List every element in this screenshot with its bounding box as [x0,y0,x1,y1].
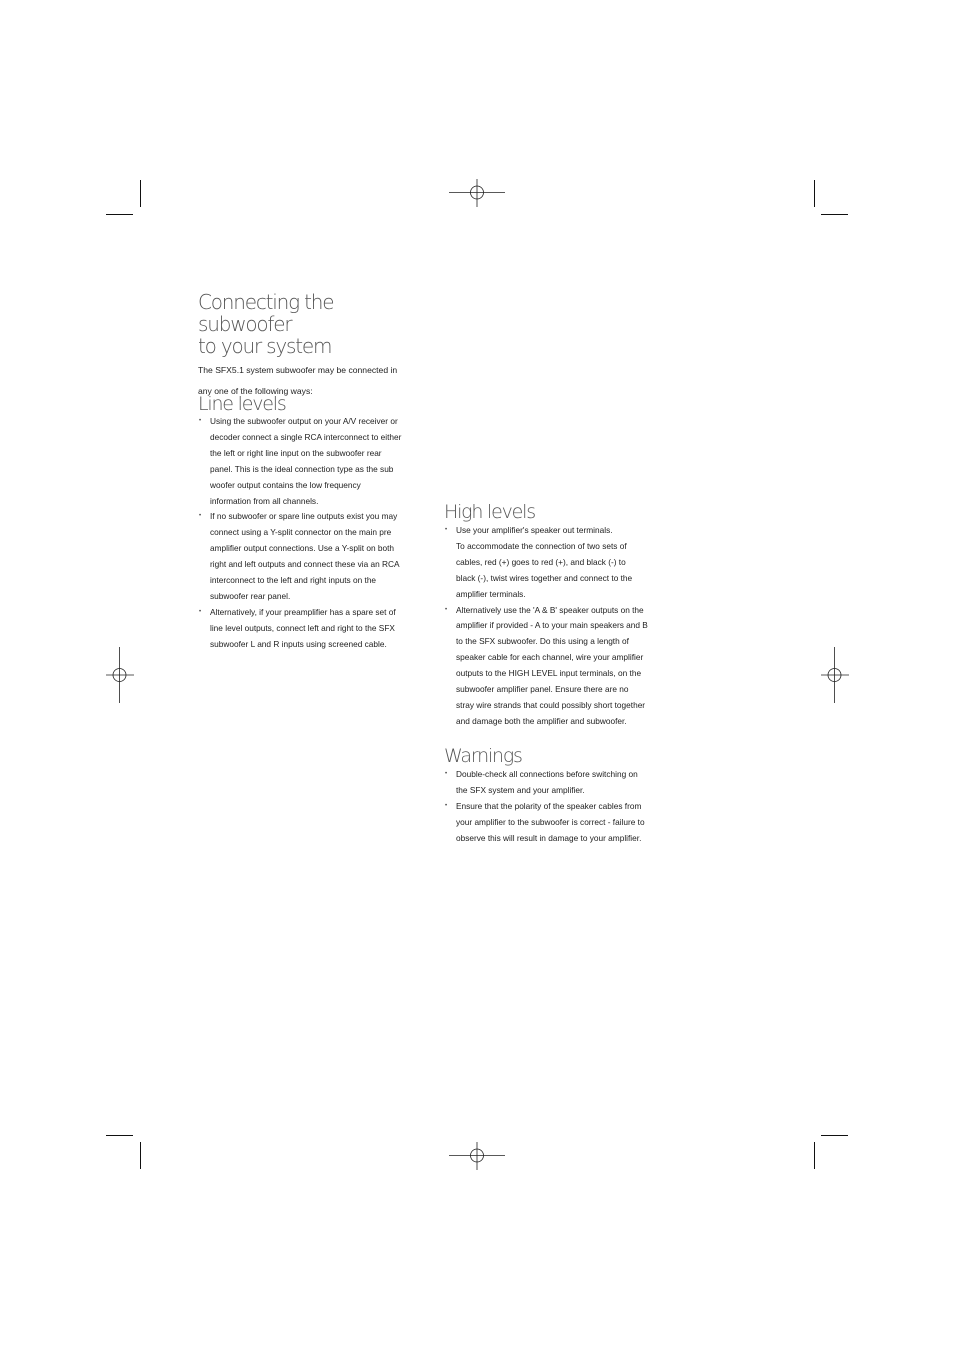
high-levels-section [444,502,684,730]
list-item-line: interconnect to the left and right inputs on the [210,575,377,586]
high-levels-heading: High levels [444,501,535,523]
list-item-line: panel. This is the ideal connection type as the sub [210,463,394,474]
registration-mark-top-icon [449,179,505,207]
registration-mark-bottom-icon [449,1142,505,1170]
list-item [198,509,430,604]
list-item-line: • If no subwoofer or spare line outputs exist you may [210,511,398,522]
list-item-line: • Alternatively use the 'A & B' speaker outputs on the [456,604,644,615]
crop-mark-bottom-left-vertical [140,1142,141,1169]
list-item-line: to the SFX subwoofer. Do this using a length of [456,636,629,647]
list-item-line: cables, red (+) goes to red (+), and black (-) to [456,556,626,567]
warnings-section [444,746,684,847]
page-title-line: Connecting the subwoofer [198,290,334,336]
list-item-line: subwoofer rear panel. [210,590,291,601]
left-column [198,291,430,402]
list-item-line: speaker cable for each channel, wire your amplifier [456,652,644,663]
list-item-line: outputs to the HIGH LEVEL input terminals, on the [456,668,642,679]
list-item-line: your amplifier to the subwoofer is correct - failure to [456,816,645,827]
list-item-line: and damage both the amplifier and subwoofer. [456,715,627,726]
page-title [198,291,430,357]
list-item-line: amplifier if provided - A to your main speakers and B [456,620,648,631]
list-item-line: amplifier output connections. Use a Y-split on both [210,543,395,554]
list-item-line: amplifier terminals. [456,588,526,599]
line-levels-list [198,414,430,653]
list-item-line: decoder connect a single RCA interconnect to either [210,431,402,442]
crop-mark-bottom-right-horizontal [821,1135,848,1136]
list-item-line: • Alternatively, if your preamplifier has a spare set of [210,606,396,617]
high-levels-list [444,523,684,730]
list-item-line: woofer output contains the low frequency [210,479,361,490]
list-item-line: right and left outputs and connect these via an RCA [210,559,400,570]
crop-mark-bottom-left-horizontal [106,1135,133,1136]
list-item-line: the left or right line input on the subwoofer rear [210,447,382,458]
list-item [198,605,430,653]
list-item [198,414,430,509]
list-item-line: line level outputs, connect left and right to the SFX [210,622,395,633]
list-item [444,523,684,603]
crop-mark-top-left-vertical [140,180,141,207]
list-item-line: connect using a Y-split connector on the main pre [210,527,392,538]
intro-line: The SFX5.1 system subwoofer may be connected in [198,365,398,375]
registration-mark-left-icon [106,647,134,703]
list-item-line: To accommodate the connection of two sets of [456,540,627,551]
list-item-line: stray wire strands that could possibly short together [456,699,646,710]
warnings-heading: Warnings [444,745,522,767]
list-item-line: subwoofer amplifier panel. Ensure there are no [456,684,629,695]
line-levels-section [198,394,430,653]
crop-mark-top-right-horizontal [821,214,848,215]
list-item-line: observe this will result in damage to your amplifier. [456,832,642,843]
list-item-line: • Double-check all connections before switching on [456,769,638,779]
crop-mark-top-right-vertical [814,180,815,207]
registration-mark-right-icon [821,647,849,703]
crop-mark-bottom-right-vertical [814,1142,815,1169]
list-item-line: • Ensure that the polarity of the speaker cables from [456,800,642,811]
list-item-line: • Using the subwoofer output on your A/V receiver or [210,416,398,426]
list-item-line: black (-), twist wires together and connect to the [456,572,633,583]
list-item-line: the SFX system and your amplifier. [456,784,585,795]
page-title-line: to your system [198,334,332,358]
list-item [444,799,684,847]
list-item-line: information from all channels. [210,495,319,506]
line-levels-heading: Line levels [198,393,286,415]
warnings-list [444,767,684,847]
list-item [444,603,684,730]
list-item-line: • Use your amplifier's speaker out terminals. [456,525,613,535]
crop-mark-top-left-horizontal [106,214,133,215]
intro-line: any one of the following ways: [198,386,313,396]
list-item [444,767,684,799]
list-item-line: subwoofer L and R inputs using screened cable. [210,638,387,649]
